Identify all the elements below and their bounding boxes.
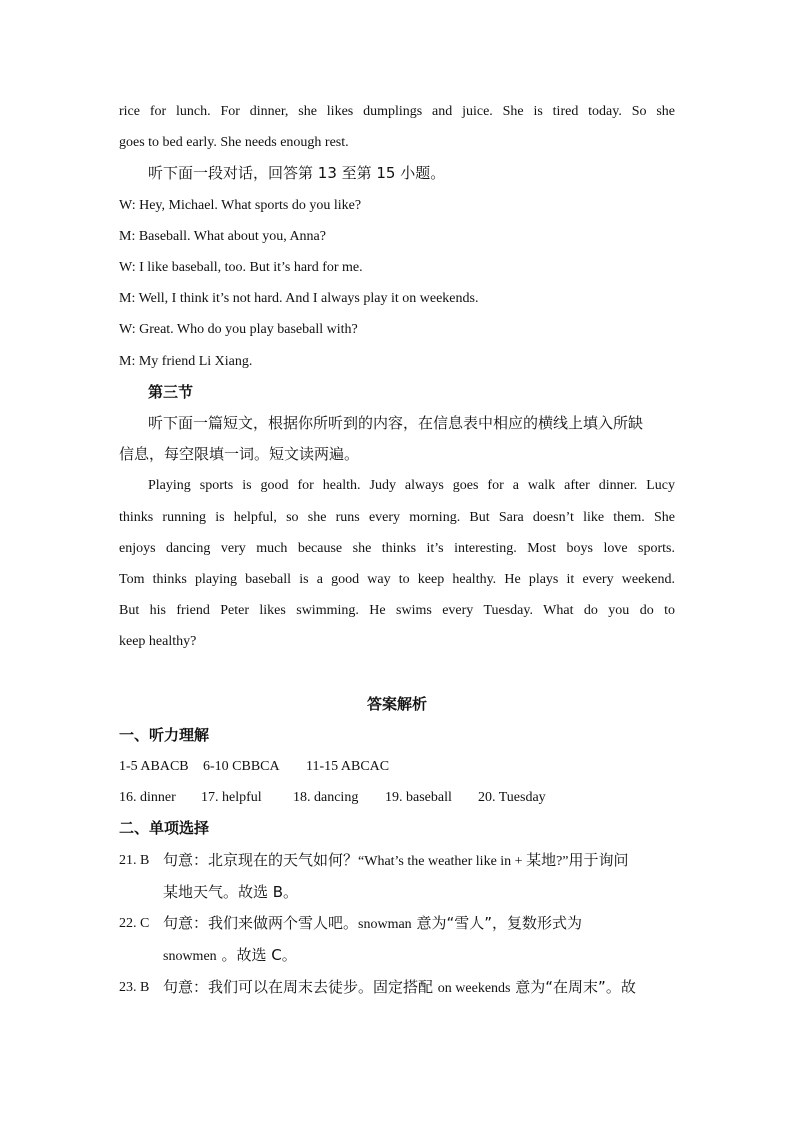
document-page [119, 96, 675, 1005]
explanation-text: 。故选 C。 [221, 946, 297, 965]
passage-line: enjoys dancing very much because she thinks it’s interesting. Most boys love sports. [119, 540, 675, 556]
explanation-text: 句意：北京现在的天气如何？ [163, 850, 359, 869]
passage-intro-line-1: rice for lunch. For dinner, she likes dumplings and juice. She is tired today. So she [119, 104, 675, 119]
passage-line: Playing sports is good for health. Judy always goes for a walk after dinner. Lucy [148, 478, 675, 494]
question-number: 23. B [119, 980, 150, 996]
part1-blank-row [119, 782, 675, 813]
explanation [163, 845, 675, 908]
explanation [163, 972, 675, 1004]
dialogue-line: W: Great. Who do you play baseball with? [119, 322, 358, 338]
explanation-text: 某地天气。故选 B。 [163, 882, 299, 901]
answer-item-23 [119, 972, 675, 1004]
blank-answer: 19. baseball [385, 790, 452, 806]
explanation-english: on weekends [437, 981, 511, 997]
explanation-english: “What’s the weather like in + [358, 853, 527, 869]
section3-instruction-line-2: 信息，每空限填一词。短文读两遍。 [119, 445, 360, 464]
dialogue-line: M: Baseball. What about you, Anna? [119, 228, 326, 244]
question-number: 21. B [119, 852, 150, 868]
explanation-text: 意为“在周末”。故 [515, 978, 636, 997]
dialogue-line: W: Hey, Michael. What sports do you like? [119, 197, 362, 213]
part1-answer-row [119, 751, 675, 782]
blank-answer: 16. dinner [119, 790, 176, 806]
dialogue-line: W: I like baseball, too. But it’s hard for me. [119, 260, 363, 276]
answer-group: 6-10 CBBCA [203, 759, 280, 775]
passage-line: thinks running is helpful, so she runs every morning. But Sara doesn’t like them. She [119, 509, 675, 525]
question-number: 22. C [119, 916, 150, 932]
section3-heading: 第三节 [148, 382, 194, 401]
explanation-text: 句意：我们来做两个雪人吧。 [163, 914, 359, 933]
explanation-text: 某地 [526, 850, 557, 869]
passage-line: keep healthy? [119, 634, 197, 650]
explanation-english: snowmen [163, 949, 217, 965]
dialogue-line: M: Well, I think it’s not hard. And I always play it on weekends. [119, 291, 479, 307]
explanation-english: snowman [358, 917, 412, 933]
passage-line: Tom thinks playing baseball is a good way to keep healthy. He plays it every weekend. [119, 572, 675, 588]
answer-group: 1-5 ABACB [119, 759, 189, 775]
part1-heading: 一、听力理解 [119, 725, 210, 744]
explanation-english: ?” [556, 853, 569, 869]
answers-title: 答案解析 [366, 694, 427, 713]
spacer [119, 658, 675, 689]
answer-group: 11-15 ABCAC [306, 759, 390, 775]
dialogue-instruction: 听下面一段对话，回答第 13 至第 15 小题。 [148, 164, 446, 183]
explanation [163, 908, 675, 972]
blank-answer: 20. Tuesday [478, 790, 546, 806]
passage-line: But his friend Peter likes swimming. He swims every Tuesday. What do you do to [119, 603, 675, 619]
answer-item-21 [119, 845, 675, 908]
blank-answer: 18. dancing [293, 790, 359, 806]
blank-answer: 17. helpful [201, 790, 262, 806]
explanation-text: 用于询问 [568, 850, 629, 869]
part2-heading: 二、单项选择 [119, 819, 210, 838]
passage-intro-line-2: goes to bed early. She needs enough rest. [119, 135, 349, 151]
dialogue-line: M: My friend Li Xiang. [119, 353, 253, 369]
explanation-text: 句意：我们可以在周末去徒步。固定搭配 [163, 978, 434, 997]
section3-instruction-line-1: 听下面一篇短文，根据你所听到的内容，在信息表中相应的横线上填入所缺 [148, 414, 644, 433]
answer-item-22 [119, 908, 675, 972]
explanation-text: 意为“雪人”，复数形式为 [416, 914, 583, 933]
